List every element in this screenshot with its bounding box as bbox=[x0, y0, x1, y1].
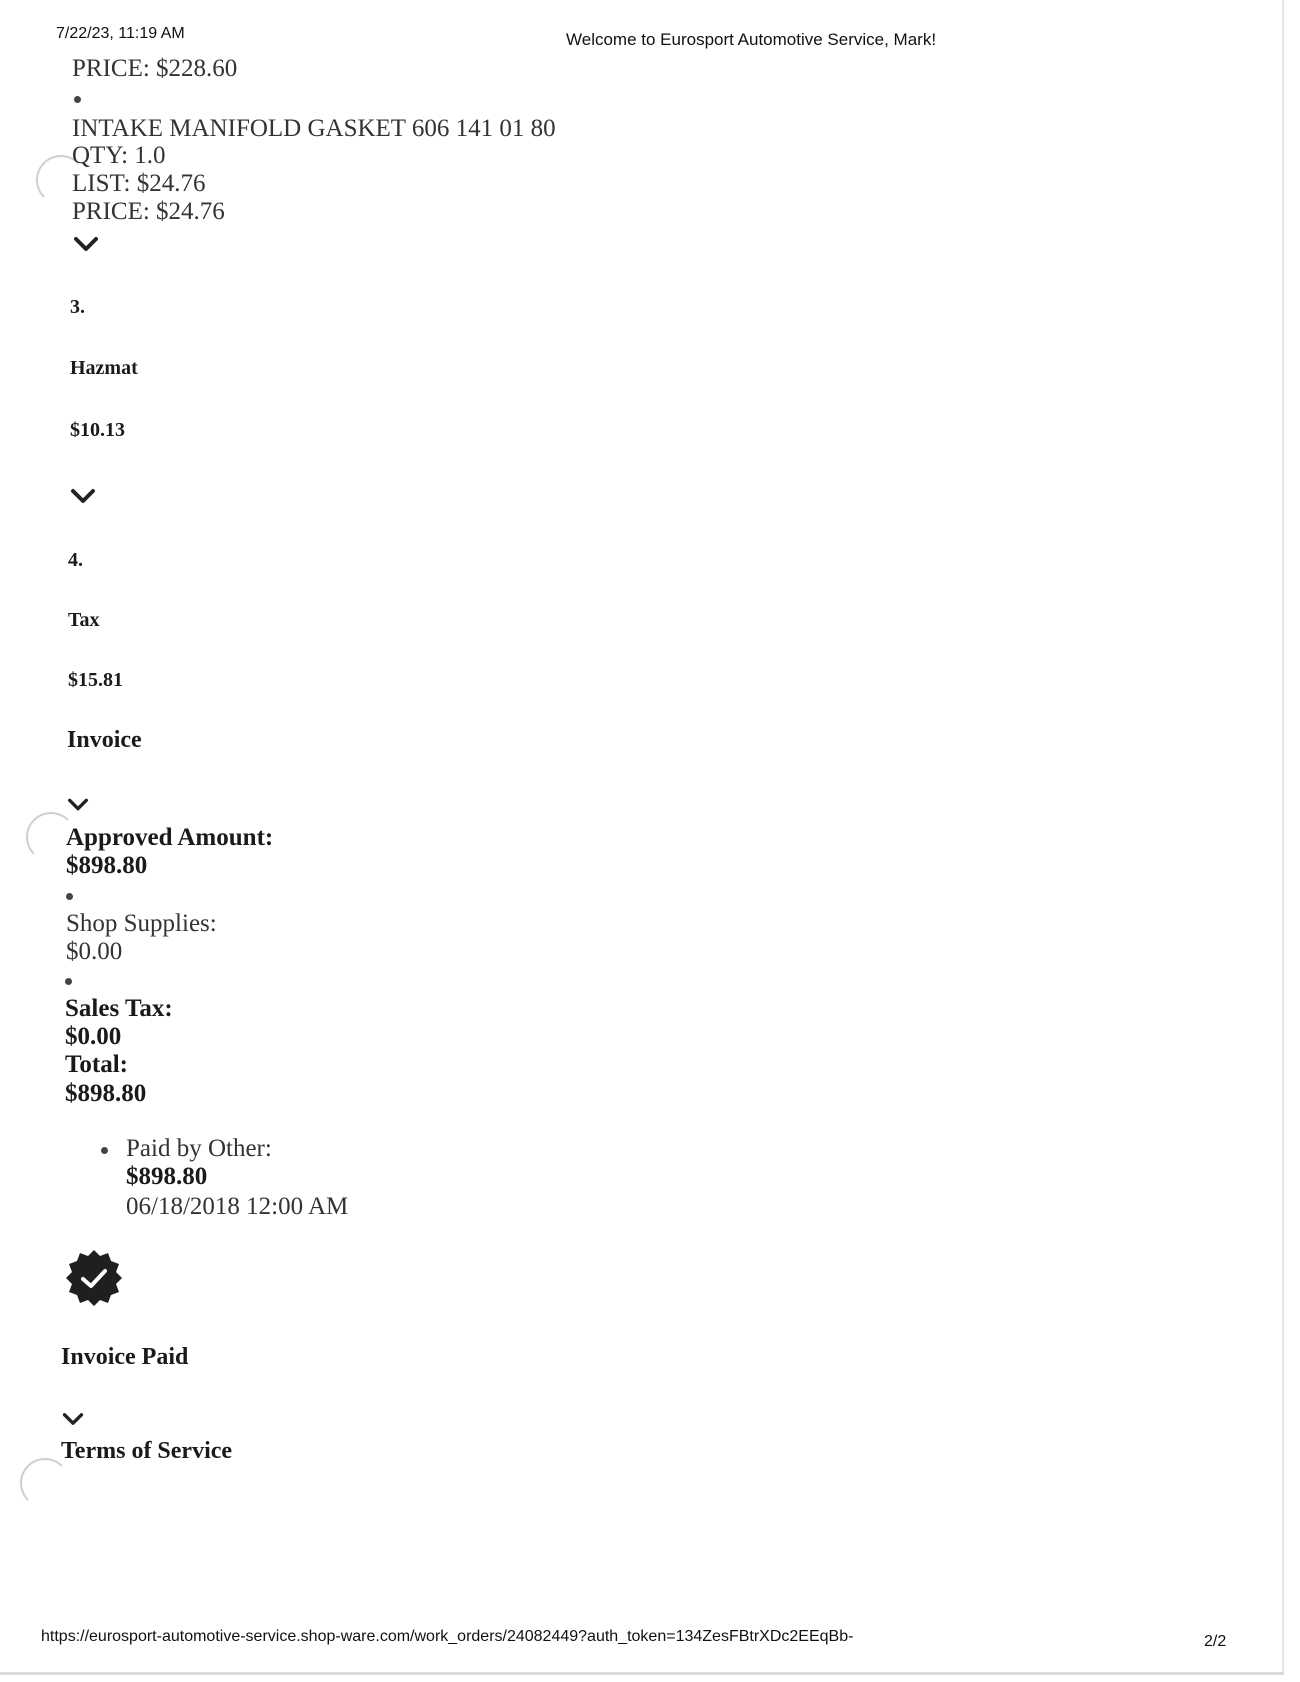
approved-amount-label: Approved Amount: bbox=[66, 824, 274, 851]
line-item-name: Hazmat bbox=[70, 357, 138, 379]
part-price: PRICE: $24.76 bbox=[72, 198, 225, 225]
page-number: 2/2 bbox=[1204, 1633, 1227, 1650]
payment-date: 06/18/2018 12:00 AM bbox=[126, 1193, 349, 1220]
page-edge bbox=[0, 1672, 1284, 1675]
chevron-down-icon[interactable] bbox=[70, 487, 96, 505]
page-edge bbox=[1282, 0, 1284, 1675]
payment-label: Paid by Other: bbox=[126, 1135, 272, 1162]
line-item-name: Tax bbox=[68, 609, 100, 631]
payment-amount: $898.80 bbox=[126, 1163, 208, 1190]
line-item-number: 3. bbox=[70, 296, 85, 318]
approved-amount-value: $898.80 bbox=[66, 852, 148, 879]
line-item-amount: $10.13 bbox=[70, 419, 125, 441]
part-name: INTAKE MANIFOLD GASKET 606 141 01 80 bbox=[72, 115, 556, 142]
total-label: Total: bbox=[65, 1051, 128, 1078]
part-list-price: LIST: $24.76 bbox=[72, 170, 206, 197]
check-badge-icon bbox=[64, 1248, 124, 1308]
print-datetime: 7/22/23, 11:19 AM bbox=[56, 25, 185, 42]
welcome-message: Welcome to Eurosport Automotive Service, Mark! bbox=[566, 30, 937, 49]
chevron-down-icon[interactable] bbox=[67, 797, 89, 812]
chevron-down-icon[interactable] bbox=[62, 1411, 84, 1427]
shop-supplies-value: $0.00 bbox=[66, 938, 123, 965]
list-bullet bbox=[74, 96, 81, 103]
previous-part-price: PRICE: $228.60 bbox=[72, 55, 238, 82]
list-bullet bbox=[65, 978, 72, 985]
total-value: $898.80 bbox=[65, 1080, 147, 1107]
shop-supplies-label: Shop Supplies: bbox=[66, 910, 217, 937]
line-item-number: 4. bbox=[68, 549, 83, 571]
hole-punch-mark bbox=[20, 1458, 70, 1508]
part-qty: QTY: 1.0 bbox=[72, 142, 166, 169]
terms-of-service-heading[interactable]: Terms of Service bbox=[61, 1438, 233, 1464]
sales-tax-value: $0.00 bbox=[65, 1023, 122, 1050]
list-bullet bbox=[66, 893, 73, 900]
sales-tax-label: Sales Tax: bbox=[65, 995, 173, 1022]
invoice-heading: Invoice bbox=[67, 727, 142, 753]
list-bullet bbox=[101, 1147, 108, 1154]
print-url: https://eurosport-automotive-service.shop-ware.com/work_orders/24082449?auth_token=134ZesFBtrXDc2EEqBb- bbox=[41, 1628, 854, 1645]
line-item-amount: $15.81 bbox=[68, 669, 123, 691]
invoice-paid-status: Invoice Paid bbox=[61, 1344, 189, 1370]
chevron-down-icon[interactable] bbox=[73, 235, 99, 253]
